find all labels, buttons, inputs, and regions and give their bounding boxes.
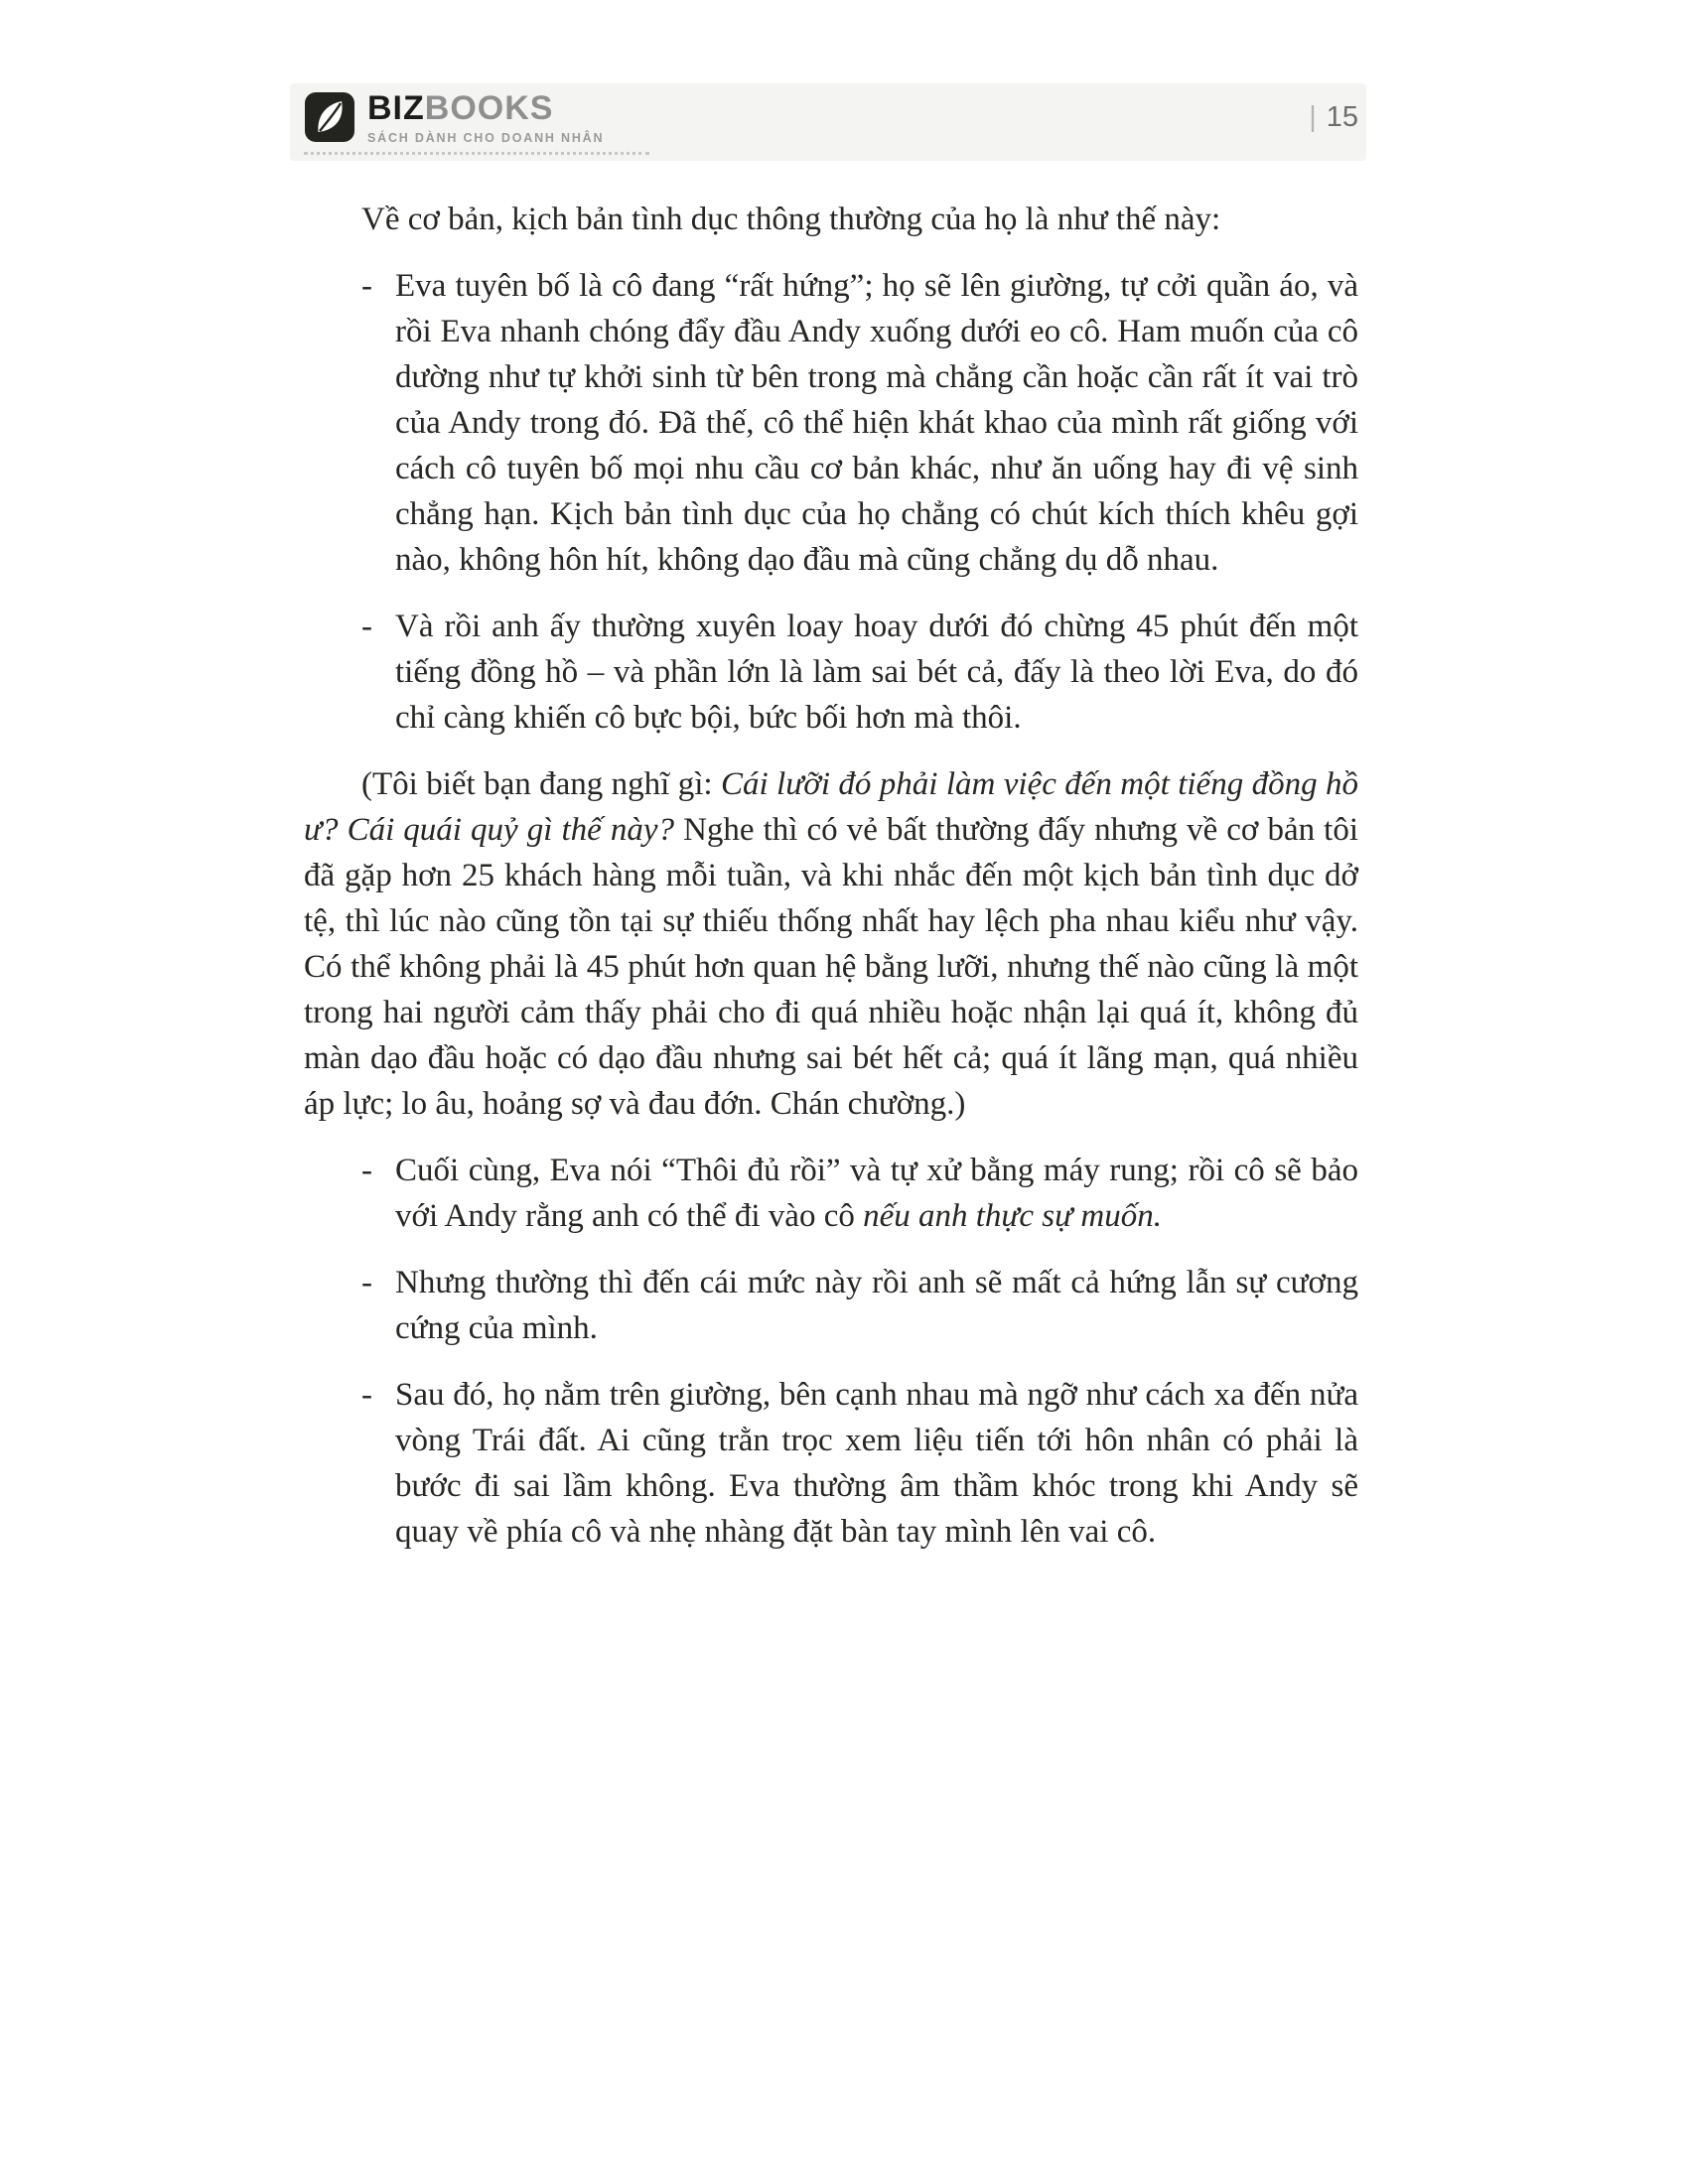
paragraph (304, 197, 1358, 242)
bullet-item (304, 263, 1358, 583)
page-number-divider: | (1309, 101, 1317, 133)
brand-books-label: BOOKS (424, 89, 554, 127)
page-number: 15 (1326, 101, 1358, 133)
bullet-text (395, 604, 1358, 741)
text-run: (Tôi biết bạn đang nghĩ gì: (361, 766, 721, 802)
dotted-divider (304, 152, 649, 155)
bullet-item (304, 1260, 1358, 1351)
bullet-marker: - (361, 1377, 372, 1413)
bullet-marker: - (361, 268, 372, 304)
bullet-marker: - (361, 1153, 372, 1188)
text-run: Nhưng thường thì đến cái mức này rồi anh sẽ mất cả hứng lẫn sự cương cứng của mình. (395, 1265, 1358, 1346)
brand-block (304, 91, 649, 155)
brand-tagline: SÁCH DÀNH CHO DOANH NHÂN (367, 130, 605, 145)
text-run: Về cơ bản, kịch bản tình dục thông thường của họ là như thế này: (361, 202, 1221, 237)
text-run: Nghe thì có vẻ bất thường đấy nhưng về cơ bản tôi đã gặp hơn 25 khách hàng mỗi tuần, và khi nhắc đến một kịch bản tình dục dở tệ, thì lúc nào cũng tồn tại sự thiếu thống nhất hay lệch pha nhau kiểu như vậy. Có thể không phải là 45 phút hơn quan hệ bằng lưỡi, nhưng thế nào cũng là một trong hai người cảm thấy phải cho đi quá nhiều hoặc nhận lại quá ít, không đủ màn dạo đầu hoặc có dạo đầu nhưng sai bét hết cả; quá ít lãng mạn, quá nhiều áp lực; lo âu, hoảng sợ và đau đớn. Chán chường.) (304, 812, 1359, 1122)
brand-name (367, 91, 604, 127)
page-body (304, 197, 1358, 1575)
bullet-item (304, 604, 1358, 741)
italic-text-run: Cái lưỡi đó phải làm việc đến một tiếng đồng hồ ư? Cái quái quỷ gì thế này? (304, 766, 1358, 848)
bullet-text (395, 1372, 1358, 1555)
text-run: Eva tuyên bố là cô đang “rất hứng”; họ sẽ lên giường, tự cởi quần áo, và rồi Eva nhanh chóng đẩy đầu Andy xuống dưới eo cô. Ham muốn của cô dường như tự khởi sinh từ bên trong mà chẳng cần hoặc cần rất ít vai trò của Andy trong đó. Đã thế, cô thể hiện khát khao của mình rất giống với cách cô tuyên bố mọi nhu cầu cơ bản khác, như ăn uống hay đi vệ sinh chẳng hạn. Kịch bản tình dục của họ chẳng có chút kích thích khêu gợi nào, không hôn hít, không dạo đầu mà cũng chẳng dụ dỗ nhau. (395, 268, 1358, 578)
bullet-marker: - (361, 1265, 372, 1300)
page-number-block (1309, 101, 1358, 134)
text-run: Sau đó, họ nằm trên giường, bên cạnh nhau mà ngỡ như cách xa đến nửa vòng Trái đất. Ai cũng trằn trọc xem liệu tiến tới hôn nhân có phải là bước đi sai lầm không. Eva thường âm thầm khóc trong khi Andy sẽ quay về phía cô và nhẹ nhàng đặt bàn tay mình lên vai cô. (395, 1377, 1358, 1550)
bullet-text (395, 1148, 1358, 1239)
italic-text-run: nếu anh thực sự muốn. (863, 1198, 1162, 1234)
bullet-text (395, 263, 1358, 583)
brand-biz-label: BIZ (367, 89, 425, 127)
bullet-item (304, 1372, 1358, 1555)
paragraph (304, 761, 1358, 1127)
bullet-item (304, 1148, 1358, 1239)
text-run: Và rồi anh ấy thường xuyên loay hoay dưới đó chừng 45 phút đến một tiếng đồng hồ – và phần lớn là làm sai bét cả, đấy là theo lời Eva, do đó chỉ càng khiến cô bực bội, bức bối hơn mà thôi. (395, 609, 1358, 736)
brand-row (304, 91, 649, 145)
bullet-marker: - (361, 609, 372, 644)
page-header (304, 91, 1358, 155)
bizbooks-logo-icon (304, 91, 355, 143)
text-run: Cuối cùng, Eva nói “Thôi đủ rồi” và tự xử bằng máy rung; rồi cô sẽ bảo với Andy rằng anh có thể đi vào cô (395, 1153, 1358, 1234)
brand-text (367, 91, 604, 145)
bullet-text (395, 1260, 1358, 1351)
